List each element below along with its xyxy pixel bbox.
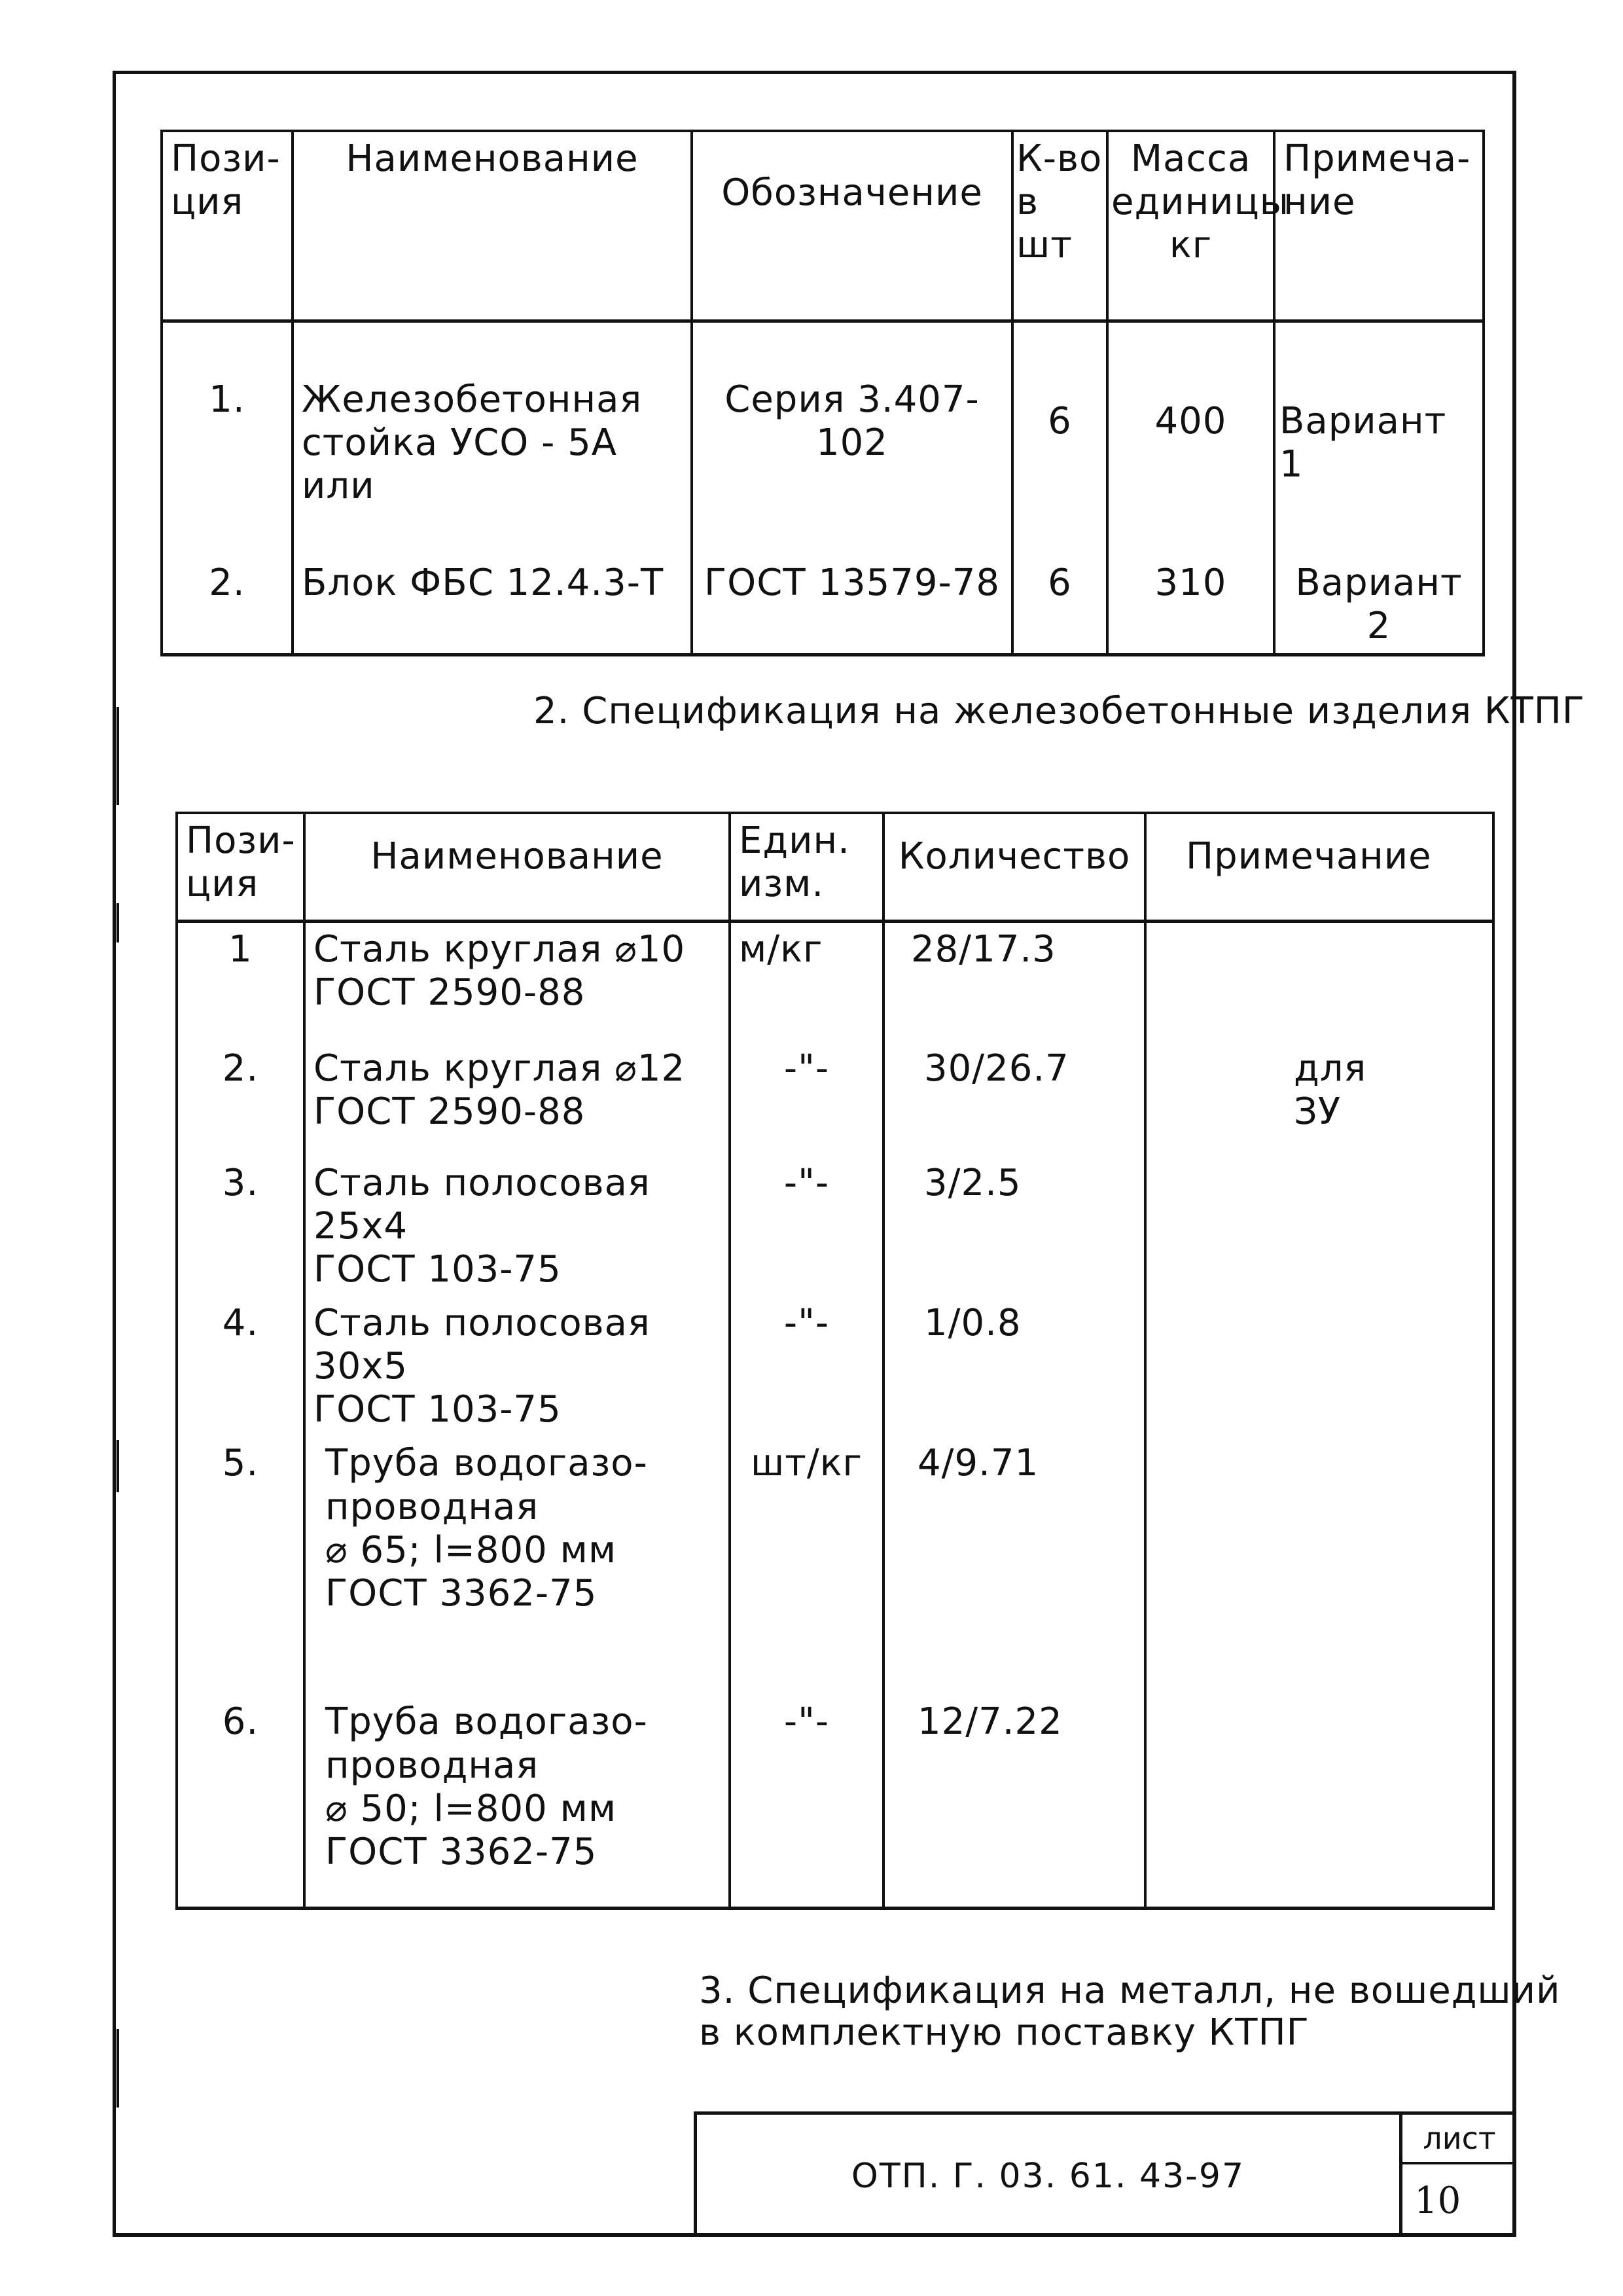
cell-note [1145, 1157, 1493, 1297]
table-row [177, 1682, 1493, 1908]
cell-position: 4. [177, 1297, 304, 1437]
cell-unit: -"- [730, 1297, 883, 1437]
cell-unit: -"- [730, 1042, 883, 1157]
cell-position: 3. [177, 1157, 304, 1297]
cell-position: 2. [162, 556, 293, 655]
table-row [177, 1157, 1493, 1297]
cell-position: 5. [177, 1437, 304, 1682]
table-header-row [162, 131, 1484, 321]
cell-name: Сталь круглая ⌀10 ГОСТ 2590-88 [304, 921, 730, 1042]
cell-unit: шт/кг [730, 1437, 883, 1682]
cell-quantity: 6 [1012, 321, 1107, 556]
cell-position: 1. [162, 321, 293, 556]
cell-name: Труба водогазо- проводная ⌀ 65; l=800 мм ГОСТ 3362-75 [304, 1437, 730, 1682]
cell-quantity: 3/2.5 [883, 1157, 1145, 1297]
cell-name: Блок ФБС 12.4.3-Т [293, 556, 692, 655]
cell-quantity: 12/7.22 [883, 1682, 1145, 1908]
cell-designation: ГОСТ 13579-78 [692, 556, 1012, 655]
cell-quantity: 28/17.3 [883, 921, 1145, 1042]
col-header-unit: Един. изм. [730, 813, 883, 921]
binding-mark [116, 707, 119, 805]
cell-name: Труба водогазо- проводная ⌀ 50; l=800 мм ГОСТ 3362-75 [304, 1682, 730, 1908]
col-header-designation: Обозначение [692, 131, 1012, 321]
caption-metal-spec: 3. Спецификация на металл, не вошедший в комплектную поставку КТПГ [699, 1969, 1561, 2054]
cell-name: Сталь полосовая 25х4 ГОСТ 103-75 [304, 1157, 730, 1297]
cell-note: Вариант 1 [1274, 321, 1484, 556]
cell-position: 2. [177, 1042, 304, 1157]
col-header-position: Пози- ция [177, 813, 304, 921]
col-header-unit-mass: Масса единицы кг [1107, 131, 1274, 321]
cell-name: Железобетонная стойка УСО - 5А или [293, 321, 692, 556]
table-row [177, 1437, 1493, 1682]
metal-spec-table [175, 812, 1495, 1910]
binding-mark [116, 903, 119, 942]
table-row [177, 921, 1493, 1042]
cell-designation: Серия 3.407-102 [692, 321, 1012, 556]
table-row [177, 1042, 1493, 1157]
cell-note [1145, 921, 1493, 1042]
cell-note [1145, 1297, 1493, 1437]
table-header-row [177, 813, 1493, 921]
cell-position: 1 [177, 921, 304, 1042]
sheet-number: 10 [1414, 2179, 1461, 2222]
cell-quantity: 4/9.71 [883, 1437, 1145, 1682]
col-header-quantity: К-во в шт [1012, 131, 1107, 321]
cell-name: Сталь круглая ⌀12 ГОСТ 2590-88 [304, 1042, 730, 1157]
table-row [177, 1297, 1493, 1437]
col-header-position: Пози- ция [162, 131, 293, 321]
caption-concrete-spec: 2. Спецификация на железобетонные изделия КТПГ [533, 690, 1586, 732]
cell-note: для ЗУ [1145, 1042, 1493, 1157]
cell-note [1145, 1682, 1493, 1908]
cell-unit: -"- [730, 1682, 883, 1908]
cell-quantity: 1/0.8 [883, 1297, 1145, 1437]
cell-unit: -"- [730, 1157, 883, 1297]
cell-name: Сталь полосовая 30х5 ГОСТ 103-75 [304, 1297, 730, 1437]
document-code: ОТП. Г. 03. 61. 43-97 [697, 2115, 1402, 2237]
cell-unit: м/кг [730, 921, 883, 1042]
sheet-label: лист [1402, 2115, 1516, 2164]
table-row [162, 321, 1484, 556]
cell-note [1145, 1437, 1493, 1682]
cell-unit-mass: 310 [1107, 556, 1274, 655]
table-row [162, 556, 1484, 655]
col-header-note: Примеча- ние [1274, 131, 1484, 321]
cell-quantity: 30/26.7 [883, 1042, 1145, 1157]
cell-unit-mass: 400 [1107, 321, 1274, 556]
binding-mark [116, 1440, 119, 1492]
col-header-note: Примечание [1145, 813, 1493, 921]
col-header-quantity: Количество [883, 813, 1145, 921]
cell-position: 6. [177, 1682, 304, 1908]
cell-note: Вариант 2 [1274, 556, 1484, 655]
col-header-name: Наименование [304, 813, 730, 921]
binding-mark [116, 2029, 119, 2108]
title-block [694, 2111, 1516, 2237]
cell-quantity: 6 [1012, 556, 1107, 655]
col-header-name: Наименование [293, 131, 692, 321]
concrete-spec-table [160, 130, 1485, 656]
